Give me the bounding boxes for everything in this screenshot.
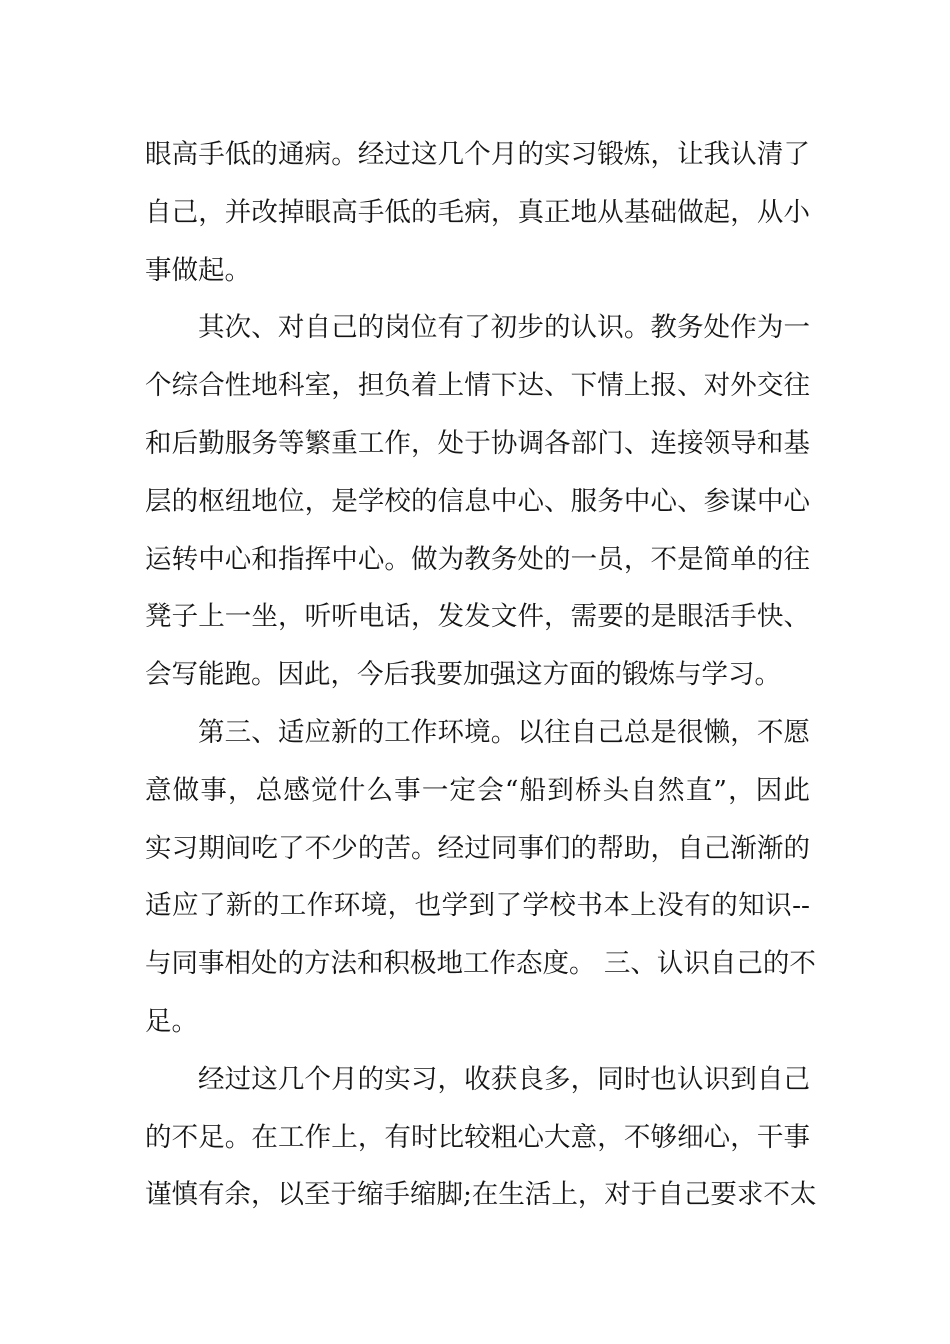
- text-line: 凳子上一坐，听听电话，发发文件，需要的是眼活手快、: [145, 601, 810, 633]
- text-line: 运转中心和指挥中心。做为教务处的一员，不是简单的往: [145, 543, 810, 575]
- text-line: 事做起。: [145, 254, 251, 286]
- text-line: 层的枢纽地位，是学校的信息中心、服务中心、参谋中心: [145, 485, 810, 517]
- text-line: 谨慎有余，以至于缩手缩脚;在生活上，对于自己要求不太: [145, 1179, 817, 1211]
- text-line: 实习期间吃了不少的苦。经过同事们的帮助，自己渐渐的: [145, 832, 810, 864]
- text-line: 和后勤服务等繁重工作，处于协调各部门、连接领导和基: [145, 427, 810, 459]
- text-line: 个综合性地科室，担负着上情下达、下情上报、对外交往: [145, 370, 810, 402]
- text-line: 自己，并改掉眼高手低的毛病，真正地从基础做起，从小: [145, 196, 810, 228]
- text-line: 眼高手低的通病。经过这几个月的实习锻炼，让我认清了: [145, 139, 810, 170]
- body-text: [145, 126, 817, 1224]
- text-line: 经过这几个月的实习，收获良多，同时也认识到自己: [198, 1063, 810, 1095]
- text-line: 其次、对自己的岗位有了初步的认识。教务处作为一: [198, 312, 810, 344]
- text-line: 的不足。在工作上，有时比较粗心大意，不够细心，干事: [145, 1121, 810, 1153]
- text-line: 会写能跑。因此，今后我要加强这方面的锻炼与学习。: [145, 659, 781, 691]
- text-line: 与同事相处的方法和积极地工作态度。 三、认识自己的不: [145, 948, 816, 980]
- text-line: 足。: [145, 1005, 198, 1037]
- text-line: 适应了新的工作环境，也学到了学校书本上没有的知识--: [145, 890, 810, 922]
- text-line: 第三、适应新的工作环境。以往自己总是很懒，不愿: [198, 716, 810, 748]
- text-line: 意做事，总感觉什么事一定会“船到桥头自然直”，因此: [145, 774, 810, 806]
